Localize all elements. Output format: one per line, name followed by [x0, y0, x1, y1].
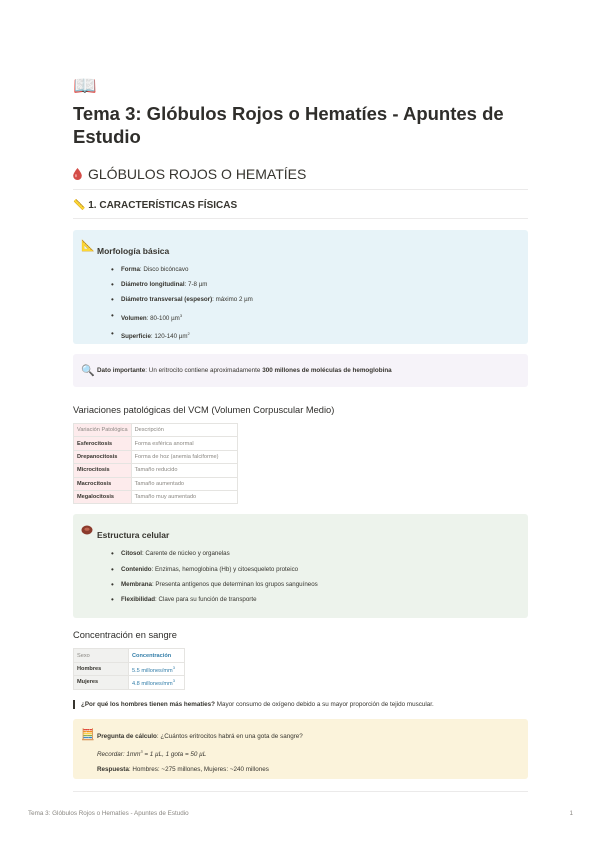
vcm-table: [73, 423, 238, 504]
list-item: • Membrana: Presenta antígenos que determinan los grupos sanguíneos: [111, 577, 518, 592]
structure-callout: [73, 514, 528, 618]
list-item: • Forma: Disco bicóncavo: [111, 262, 518, 277]
list-item: • Contenido: Enzimas, hemoglobina (Hb) y citoesqueleto proteico: [111, 562, 518, 577]
question-line: Pregunta de cálculo: ¿Cuántos eritrocitos habrá en una gota de sangre?: [97, 732, 303, 740]
important-callout: [73, 354, 528, 387]
abacus-icon: 🧮: [81, 728, 95, 741]
important-text: Dato importante: Un eritrocito contiene aproximadamente 300 millones de moléculas de hemoglobina: [97, 367, 392, 374]
subsection-heading: 📏 1. CARACTERÍSTICAS FÍSICAS: [73, 200, 528, 219]
list-item: • Citosol: Carente de núcleo y organelas: [111, 546, 518, 561]
table-row: Macrocitosis Tamaño aumentado: [74, 477, 238, 490]
table-row: Drepanocitosis Forma de hoz (anemia falciforme): [74, 450, 238, 463]
table-row: Megalocitosis Tamaño muy aumentado: [74, 490, 238, 503]
triangle-ruler-icon: 📐: [81, 240, 95, 252]
section-heading-text: GLÓBULOS ROJOS O HEMATÍES: [88, 166, 307, 182]
quote-block: ¿Por qué los hombres tienen más hematíes? Mayor consumo de oxígeno debido a su mayor proporción de tejido muscular.: [73, 700, 528, 709]
table-row: Esferocitosis Forma esférica anormal: [74, 437, 238, 450]
calculation-callout: [73, 719, 528, 779]
magnifier-icon: 🔍: [81, 364, 95, 377]
table-row: Microcitosis Tamaño reducido: [74, 464, 238, 477]
page-number: 1: [569, 810, 573, 817]
blood-drop-icon: [73, 168, 82, 180]
list-item: • Diámetro transversal (espesor): máximo 2 µm: [111, 292, 518, 307]
document-page: [73, 76, 528, 792]
table-row: Hombres 5.5 millones/$mm^3$: [74, 662, 185, 675]
callout-title: Morfología básica: [97, 246, 170, 256]
section-heading: [73, 165, 528, 190]
callout-title: Estructura celular: [97, 530, 170, 541]
divider: [73, 791, 528, 792]
answer-line: Respuesta: Hombres: ~275 millones, Mujeres: ~240 millones: [97, 765, 269, 773]
table-row: Mujeres 4.8 millones/$mm^3$: [74, 676, 185, 689]
morphology-list: [111, 262, 518, 344]
list-item: • Volumen: 80-100 µm$^3$: [111, 308, 518, 326]
table-header-row: Variación Patológica Descripción: [74, 424, 238, 437]
open-book-icon: 📖: [73, 76, 97, 97]
list-item: • Diámetro longitudinal: 7-8 µm: [111, 277, 518, 292]
concentration-heading: Concentración en sangre: [73, 630, 177, 641]
table-header-row: Sexo Concentración: [74, 649, 185, 662]
concentration-table: [73, 648, 185, 689]
footer-title: Tema 3: Glóbulos Rojos o Hematíes - Apuntes de Estudio: [28, 810, 189, 817]
page-title: Tema 3: Glóbulos Rojos o Hematíes - Apuntes de Estudio: [73, 103, 504, 147]
list-item: • Superficie: 120-140 µm$^2$: [111, 326, 518, 344]
list-item: • Flexibilidad: Clave para su función de transporte: [111, 592, 518, 607]
structure-list: [111, 546, 518, 607]
vcm-heading: Variaciones patológicas del VCM (Volumen Corpuscular Medio): [73, 405, 335, 415]
blood-cell-icon: [81, 524, 97, 610]
reminder-line: Recordar: $1mm^3 = 1$ µL, 1 gota = 50 µL: [97, 748, 207, 758]
morphology-callout: [73, 230, 528, 344]
page-footer: [28, 810, 573, 817]
